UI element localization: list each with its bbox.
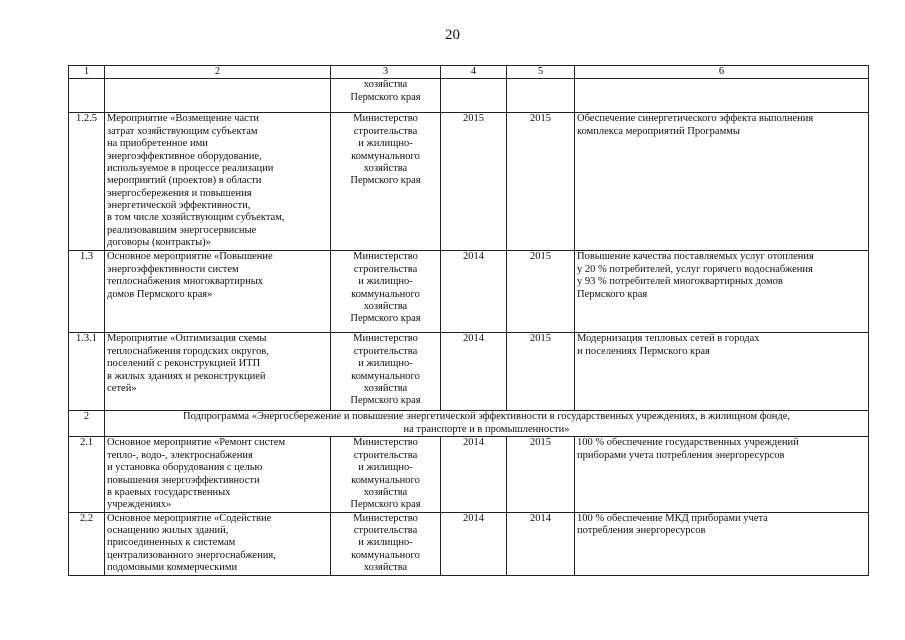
end-year: 2015 [507, 333, 575, 411]
activity-title [105, 512, 331, 575]
responsible-executor [331, 251, 441, 333]
responsible-executor-line: Пермского края [350, 313, 421, 325]
activity-title-line: затрат хозяйствующим субъектам [107, 125, 258, 137]
activity-title [105, 251, 331, 333]
subprogram-title [105, 411, 869, 437]
activity-title-line: на приобретенное ими [107, 138, 208, 150]
program-activities-table [68, 65, 869, 576]
responsible-executor-line: и жилищно- [358, 138, 413, 150]
start-year: 2014 [441, 251, 507, 333]
activity-title [105, 437, 331, 512]
subprogram-title-line: Подпрограмма «Энергосбережение и повышение энергетической эффективности в государственных учреждениях, в жилищном фонде, [182, 411, 791, 423]
expected-result-line: комплекса мероприятий Программы [577, 125, 740, 137]
responsible-executor-line: Пермского края [350, 499, 421, 511]
expected-result [575, 113, 869, 251]
responsible-executor-line: коммунального [351, 474, 420, 486]
responsible-executor-line: хозяйства [363, 300, 408, 312]
activity-title-line: и установка оборудования с целью [107, 462, 263, 474]
activity-title-line: мероприятий (проектов) в области [107, 175, 262, 187]
responsible-executor-line: коммунального [351, 370, 420, 382]
activity-row [69, 512, 869, 575]
responsible-executor [331, 333, 441, 411]
responsible-executor [331, 113, 441, 251]
column-number-header: 2 [105, 66, 331, 79]
activity-title-line: учреждениях» [107, 499, 172, 511]
column-number-row [69, 66, 869, 79]
activity-title-line: в краевых государственных [107, 486, 231, 498]
responsible-executor-line: и жилищно- [358, 537, 413, 549]
activity-title-line: энергосбережения и повышения [107, 187, 252, 199]
activity-title-line: Мероприятие «Возмещение части [107, 113, 260, 125]
end-year: 2015 [507, 113, 575, 251]
responsible-executor-line: строительства [353, 449, 418, 461]
expected-result-line: у 93 % потребителей многоквартирных домов [577, 276, 783, 288]
responsible-executor-line: коммунального [351, 549, 420, 561]
responsible-executor-line: коммунального [351, 288, 420, 300]
responsible-executor-line: хозяйства [363, 562, 408, 574]
activity-title-line: домов Пермского края» [107, 288, 213, 300]
expected-result [575, 333, 869, 411]
responsible-executor-line: хозяйства [363, 162, 408, 174]
expected-result-line: Повышение качества поставляемых услуг отопления [577, 251, 814, 263]
expected-result-line: 100 % обеспечение государственных учреждений [577, 437, 799, 449]
end-year [507, 79, 575, 113]
column-number-header: 1 [69, 66, 105, 79]
activity-title-line: Мероприятие «Оптимизация схемы [107, 333, 267, 345]
activity-title-line: сетей» [107, 382, 137, 394]
column-number-header: 5 [507, 66, 575, 79]
activity-row [69, 333, 869, 411]
expected-result [575, 437, 869, 512]
start-year: 2015 [441, 113, 507, 251]
responsible-executor-line: хозяйства [363, 382, 408, 394]
activity-title-line: централизованного энергоснабжения, [107, 549, 276, 561]
responsible-executor-line: хозяйства [363, 486, 408, 498]
activity-number: 2.1 [69, 437, 105, 512]
end-year: 2015 [507, 437, 575, 512]
activity-row [69, 79, 869, 113]
activity-title [105, 79, 331, 113]
activity-title-line: энергоэффективное оборудование, [107, 150, 262, 162]
activity-row [69, 113, 869, 251]
expected-result-line: 100 % обеспечение МКД приборами учета [577, 512, 768, 524]
activity-title-line: договоры (контракты)» [107, 237, 211, 249]
activity-title-line: в том числе хозяйствующим субъектам, [107, 212, 285, 224]
activity-title-line: теплоснабжения городских округов, [107, 345, 269, 357]
column-number-header: 4 [441, 66, 507, 79]
column-number-header: 3 [331, 66, 441, 79]
responsible-executor-line: строительства [353, 263, 418, 275]
expected-result-line: Пермского края [577, 288, 648, 300]
activity-title-line: Основное мероприятие «Ремонт систем [107, 437, 286, 449]
responsible-executor-line: и жилищно- [358, 276, 413, 288]
responsible-executor-line: Пермского края [350, 175, 421, 187]
activity-number: 1.3 [69, 251, 105, 333]
activity-number [69, 79, 105, 113]
expected-result-line: Обеспечение синергетического эффекта выполнения [577, 113, 814, 125]
responsible-executor [331, 437, 441, 512]
page-number: 20 [445, 27, 460, 43]
responsible-executor [331, 512, 441, 575]
responsible-executor-line: Министерство [353, 333, 418, 345]
activity-title-line: реализовавшим энергосервисные [107, 224, 257, 236]
responsible-executor-line: Министерство [353, 113, 418, 125]
expected-result [575, 79, 869, 113]
responsible-executor-line: Пермского края [350, 91, 421, 103]
activity-title-line: теплоснабжения многоквартирных [107, 276, 263, 288]
responsible-executor [331, 79, 441, 113]
responsible-executor-line: строительства [353, 125, 418, 137]
expected-result-line: приборами учета потребления энергоресурсов [577, 449, 785, 461]
activity-number: 1.2.5 [69, 113, 105, 251]
start-year: 2014 [441, 333, 507, 411]
column-number-header: 6 [575, 66, 869, 79]
activity-title-line: тепло-, водо-, электроснабжения [107, 449, 253, 461]
activity-title-line: поселений с реконструкцией ИТП [107, 358, 261, 370]
expected-result [575, 251, 869, 333]
responsible-executor-line: строительства [353, 345, 418, 357]
expected-result-line: потребления энергоресурсов [577, 525, 706, 536]
expected-result [575, 512, 869, 575]
activity-title-line: присоединенных к системам [107, 537, 236, 549]
activity-title-line: Основное мероприятие «Повышение [107, 251, 273, 263]
responsible-executor-line: Пермского края [350, 395, 421, 407]
activity-title-line: в жилых зданиях и реконструкцией [107, 370, 266, 382]
activity-number: 1.3.1 [69, 333, 105, 411]
responsible-executor-line: Министерство [353, 437, 418, 449]
responsible-executor-line: хозяйства [363, 79, 408, 91]
activity-title [105, 333, 331, 411]
activity-title-line: повышения энергоэффективности [107, 474, 260, 486]
responsible-executor-line: и жилищно- [358, 358, 413, 370]
start-year: 2014 [441, 437, 507, 512]
end-year: 2014 [507, 512, 575, 575]
activity-title-line: энергетической эффективности, [107, 200, 251, 211]
subprogram-title-line: на транспорте и в промышленности» [403, 423, 570, 435]
activity-number: 2.2 [69, 512, 105, 575]
end-year: 2015 [507, 251, 575, 333]
activity-title [105, 113, 331, 251]
activity-title-line: оснащению жилых зданий, [107, 525, 229, 536]
responsible-executor-line: коммунального [351, 150, 420, 162]
subprogram-row [69, 411, 869, 437]
expected-result-line: у 20 % потребителей, услуг горячего водоснабжения [577, 263, 813, 275]
expected-result-line: и поселениях Пермского края [577, 345, 710, 357]
responsible-executor-line: и жилищно- [358, 462, 413, 474]
expected-result-line: Модернизация тепловых сетей в городах [577, 333, 760, 345]
responsible-executor-line: Министерство [353, 512, 418, 524]
activity-title-line: подомовыми коммерческими [107, 562, 238, 574]
activity-row [69, 437, 869, 512]
start-year: 2014 [441, 512, 507, 575]
start-year [441, 79, 507, 113]
subprogram-number: 2 [69, 411, 105, 437]
responsible-executor-line: Министерство [353, 251, 418, 263]
responsible-executor-line: строительства [353, 525, 418, 536]
activity-title-line: Основное мероприятие «Содействие [107, 512, 272, 524]
activity-title-line: энергоэффективности систем [107, 263, 239, 275]
activity-title-line: используемое в процессе реализации [107, 162, 274, 174]
activity-row [69, 251, 869, 333]
